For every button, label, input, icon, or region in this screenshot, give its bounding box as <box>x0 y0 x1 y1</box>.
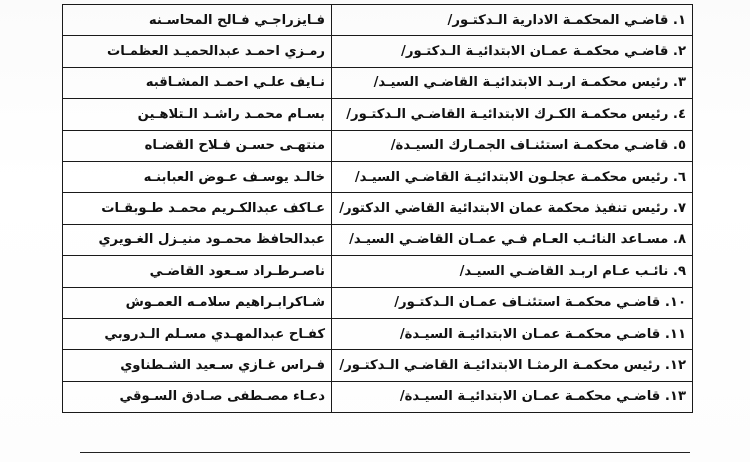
table-row <box>63 256 693 287</box>
position-cell: ٦. رئيس محكمـة عجلـون الابتدائيـة القاضـي السيـد/ <box>332 161 693 192</box>
position-cell: ٩. نائـب عـام اربـد القاضـي السيـد/ <box>332 256 693 287</box>
position-cell: ٤. رئيس محكمـة الكـرك الابتدائيـة القاضـي الـدكتـور/ <box>332 99 693 130</box>
judge-name-cell: بسـام محمـد راشـد الـتلاهـين <box>63 99 332 130</box>
position-cell: ١. قاضـي المحكمـة الادارية الـدكتـور/ <box>332 5 693 36</box>
table-row <box>63 350 693 381</box>
table-row <box>63 5 693 36</box>
table-row <box>63 67 693 98</box>
position-cell: ٥. قاضـي محكمـة استئنـاف الجمـارك السيـدة/ <box>332 130 693 161</box>
judge-name-cell: كفـاح عبدالمهـدي مسـلم الـدروبي <box>63 318 332 349</box>
table-row <box>63 193 693 224</box>
table-row <box>63 161 693 192</box>
judge-name-cell: عبدالحافظ محمـود منيـزل الغـويري <box>63 224 332 255</box>
table-row <box>63 99 693 130</box>
judge-name-cell: نـايف علـي احمـد المشـاقبه <box>63 67 332 98</box>
table-row <box>63 287 693 318</box>
judge-name-cell: شـاكرابـراهيم سلامـه العمـوش <box>63 287 332 318</box>
judge-name-cell: خالـد يوسـف عـوض العبابنـه <box>63 161 332 192</box>
appointments-sheet <box>62 4 690 444</box>
judge-name-cell: فـايزراجـي فـالح المحاسـنه <box>63 5 332 36</box>
table-row <box>63 224 693 255</box>
position-cell: ٢. قاضـي محكمـة عمـان الابتدائيـة الـدكتـور/ <box>332 36 693 67</box>
appointments-table <box>62 4 693 413</box>
judge-name-cell: عـاكف عبدالكـريم محمـد طـوبقـات <box>63 193 332 224</box>
position-cell: ٧. رئيس تنفيذ محكمة عمان الابتدائية القاضي الدكتور/ <box>332 193 693 224</box>
position-cell: ١٠. قاضـي محكمـة استئنـاف عمـان الـدكتـور/ <box>332 287 693 318</box>
table-row <box>63 36 693 67</box>
position-cell: ٨. مسـاعد النائـب العـام فـي عمـان القاضـي السيـد/ <box>332 224 693 255</box>
judge-name-cell: رمـزي احمـد عبدالحميـد العظمـات <box>63 36 332 67</box>
position-cell: ١٢. رئيس محكمـة الرمثـا الابتدائيـة القاضـي الـدكتـور/ <box>332 350 693 381</box>
position-cell: ١١. قاضـي محكمـة عمـان الابتدائيـة السيـدة/ <box>332 318 693 349</box>
position-cell: ١٣. قاضـي محكمـة عمـان الابتدائيـة السيـدة/ <box>332 381 693 412</box>
position-cell: ٣. رئيس محكمـة اربـد الابتدائيـة القاضـي السيـد/ <box>332 67 693 98</box>
table-row <box>63 318 693 349</box>
judge-name-cell: ناصـرطـراد سـعود القاضـي <box>63 256 332 287</box>
footer-rule <box>80 452 690 453</box>
judge-name-cell: فـراس غـازي سـعيد الشـطناوي <box>63 350 332 381</box>
table-row <box>63 130 693 161</box>
judge-name-cell: منتهـى حسـن فـلاح القضـاه <box>63 130 332 161</box>
judge-name-cell: دعـاء مصـطفى صـادق السـوقي <box>63 381 332 412</box>
table-row <box>63 381 693 412</box>
